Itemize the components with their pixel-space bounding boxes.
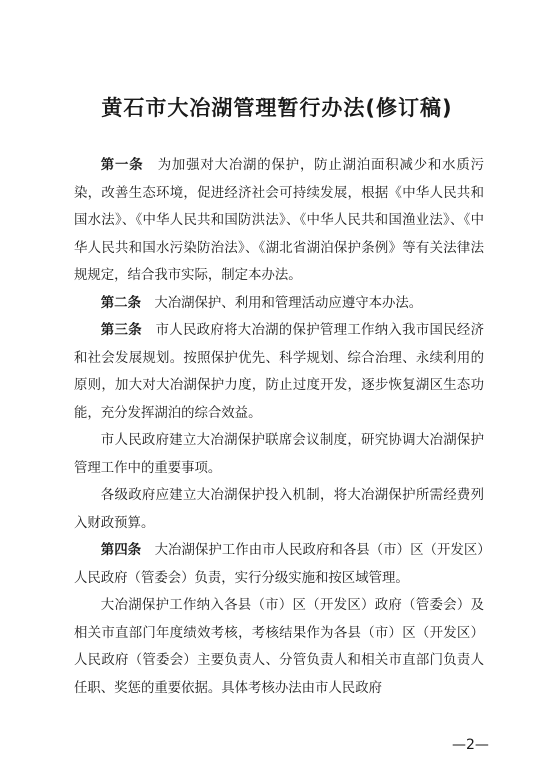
article-number: 第一条 [100,158,144,173]
paragraph-text: 大冶湖保护工作由市人民政府和各县（市）区（开发区）人民政府（管委会）负责，实行分级实施和按区域管理。 [74,543,484,586]
paragraph-text: 为加强对大冶湖的保护，防止湖泊面积减少和水质污染，改善生态环境，促进经济社会可持续发展，根据《中华人民共和国水法》、《中华人民共和国防洪法》、《中华人民共和国渔业法》、《中华人民共和国水污染防治法》、《湖北省湖泊保护条例》等有关法律法规规定，结合我市实际，制定本办法。 [74,158,485,283]
paragraph-text: 市人民政府将大冶湖的保护管理工作纳入我市国民经济和社会发展规划。按照保护优先、科学规划、综合治理、永续利用的原则，加大对大冶湖保护力度，防止过度开发，逐步恢复湖区生态功能，充分发挥湖泊的综合效益。 [74,323,485,421]
article-number: 第二条 [100,295,141,311]
paragraph [74,482,484,537]
paragraph [74,592,484,702]
paragraph-text: 各级政府应建立大冶湖保护投入机制，将大冶湖保护所需经费列入财政预算。 [74,488,484,531]
document-title: 黄石市大冶湖管理暂行办法(修订稿) [101,96,453,120]
page-number: —2— [452,737,489,753]
paragraph-text: 市人民政府建立大冶湖保护联席会议制度，研究协调大冶湖保护管理工作中的重要事项。 [74,433,484,476]
paragraph [74,152,484,290]
paragraph [74,317,484,427]
paragraph [74,427,484,482]
article-number: 第三条 [100,323,142,338]
document-body [74,152,484,702]
article-number: 第四条 [100,543,142,558]
paragraph-text: 大冶湖保护工作纳入各县（市）区（开发区）政府（管委会）及相关市直部门年度绩效考核，考核结果作为各县（市）区（开发区）人民政府（管委会）主要负责人、分管负责人和相关市直部门负责人任职、奖惩的重要依据。具体考核办法由市人民政府 [74,598,484,696]
paragraph-text: 大冶湖保护、利用和管理活动应遵守本办法。 [154,295,423,311]
paragraph [74,537,484,592]
paragraph [74,290,484,318]
